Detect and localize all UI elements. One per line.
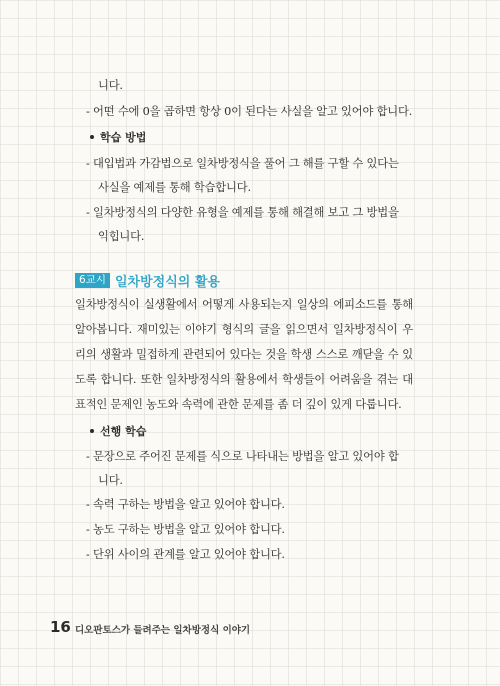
list-item: - 농도 구하는 방법을 알고 있어야 합니다.: [86, 523, 285, 536]
running-footer-title: 디오판토스가 들려주는 일차방정식 이야기: [75, 625, 251, 636]
list-item: - 문장으로 주어진 문제를 식으로 나타내는 방법을 알고 있어야 합: [86, 450, 399, 463]
paragraph-line: 표적인 문제인 농도와 속력에 관한 문제를 좀 더 깊이 있게 다룹니다.: [75, 398, 402, 411]
list-item-continuation: 사실을 예제를 통해 학습합니다.: [98, 181, 251, 194]
lesson-badge: 6교시: [75, 273, 110, 288]
learning-method-heading: [90, 130, 146, 146]
heading-label: 학습 방법: [100, 131, 147, 144]
bullet-icon: [90, 429, 94, 433]
list-item-continuation: 니다.: [98, 474, 123, 487]
paragraph-line: 알아봅니다. 재미있는 이야기 형식의 글을 읽으면서 일차방정식이 우: [75, 323, 413, 336]
list-item: - 단위 사이의 관계를 알고 있어야 합니다.: [86, 548, 285, 561]
list-item: - 어떤 수에 0을 곱하면 항상 0이 된다는 사실을 알고 있어야 합니다.: [86, 105, 413, 118]
section-heading: [75, 270, 220, 290]
prerequisite-heading: [90, 424, 146, 440]
bullet-icon: [90, 135, 94, 139]
list-item-continuation: 익힙니다.: [98, 230, 145, 243]
heading-label: 선행 학습: [100, 425, 147, 438]
continuation-text: 니다.: [98, 79, 123, 92]
paragraph-line: 리의 생활과 밀접하게 관련되어 있다는 것을 학생 스스로 깨닫을 수 있: [75, 348, 413, 361]
paragraph-line: 도록 합니다. 또한 일차방정식의 활용에서 학생들이 어려움을 겪는 대: [75, 373, 413, 386]
list-item: - 속력 구하는 방법을 알고 있어야 합니다.: [86, 498, 285, 511]
page-number: 16: [50, 618, 71, 636]
section-title: 일차방정식의 활용: [114, 275, 220, 290]
paragraph-line: 일차방정식이 실생활에서 어떻게 사용되는지 일상의 에피소드를 통해: [75, 298, 413, 311]
list-item: - 일차방정식의 다양한 유형을 예제를 통해 해결해 보고 그 방법을: [86, 206, 399, 219]
list-item: - 대입법과 가감법으로 일차방정식을 풀어 그 해를 구할 수 있다는: [86, 157, 399, 170]
